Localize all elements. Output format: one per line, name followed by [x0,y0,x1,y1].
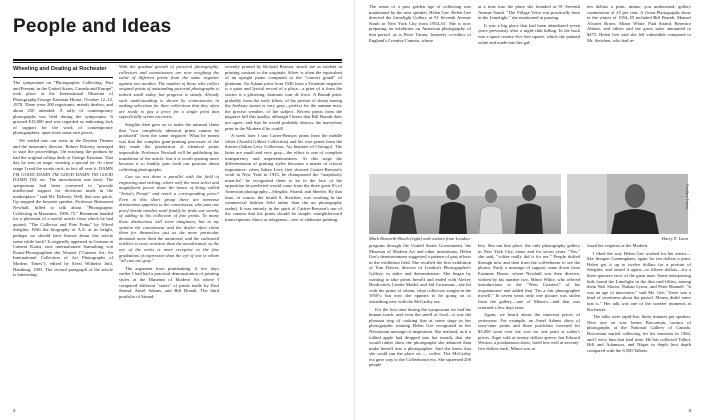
paragraph: I liked the way Helen Gee worked for her artists—like Imogen Cunningham, again for ten dollars a print. Helen got it up to twelve dollars for a portrait of Stieglitz, and raised it again—to fifteen dollars—for a three-quarters view of the great man. Some enterprising kids found the Limelight in the dim mid-fifties, among them Neil Slavin, Nathan Lyons, and Peter Bunnell. "It was an age of innocence," said Ms. Gee, "there was a kind of sweetness about the period. Money didn't enter into it." Her talk was one of the sweeter moments at Rochester. [587,250,691,312]
block-quote: With the gradual growth of pictorial photography, collectors and connoisseurs are now weighing the value of different prints from the same negative against one another. The number of those who collect original prints of outstanding pictorial photographs is indeed small today, but progress is steady. Already such understanding is shown by connoisseurs in making selections for their collections that they often are ready to pay a price for a single print that superficially seems excessive. [119,64,219,120]
section-rule [13,77,113,78]
photo-credit: Geoffrey Forrest [685,184,689,210]
paragraph: Again, we heard about the innocent prices of yesteryear. For example, an Ansel Adams show of sixty-nine prints and three portfolios invested for $3,000 went over the cost for one print at today's prices. Atget sold at twenty dollars apiece, but Edward Weston, a posthumous show, fared less well at seventy-five dollars each. Minor was at [478,312,580,351]
text-column-4 [369,4,471,170]
text-column-6 [587,4,691,170]
paragraph: lery. She ran that place, the only photography gallery in New York City, alone and for seven years. "Yes," she said, "coffee really did it for me." People drifted through now and then from the coffeehouse to see the photos. Early a message of support came down from Eastman House, where Newhall was then director, written by his number two, Minor White, who offered introductions to the "West Coasters" of his acquaintance and added that "I'm a fair photographer myself." In seven years only one picture was stolen from the gallery—one of Minor's—and that was returned a few days later. [478,243,580,310]
paragraph: The symposium on "Photographic Collecting, Past and Present, in the United States, Canada and Europe" took place at the International Museum of Photography/George Eastman House, October 12–14, 1978. There were 200 registrants, mainly dealers, and about 250 attended. A tally of contemporary photographs was held during the symposium. It grossed $15,000 and was regarded as indicating lack of support for the work of contemporary photographers, apart from some rare pieces. [13,80,113,136]
photo-caption-left: Mark Haworth-Booth (right) and visitors from London [369,236,470,241]
text-column-2 [119,64,219,405]
page-number-right: 3 [688,408,691,413]
text-column-8 [478,243,580,406]
paragraph: For the first time during the symposium we had the human touch, and even the smell of food—it was the pleasant ring of cooking that at some stage in her photographic training Helen Gee recognized as her Newtonian message of inspiration. She realized, as if a folded apple had dropped into her mouth, that she would rather show the photographs she admired than make herself into a photographer. And she knew that she could run the place on — coffee. The McCarthy era gave way to the Coffeehouse era. She squeezed 200 people [369,306,471,368]
text-column-3 [225,64,342,405]
title-rule-thick [13,59,342,61]
photo-portrait-graphic [567,174,688,234]
paragraph: The talks were rapid-fire, thirty minutes per speaker. Next one on was James Borcoman, curator of photographs at the National Gallery of Canada. Borcoman started collecting for his museum in 1964, and I envy him that lead time. He has collected Talbot, Hill and Adamson, and Nègre in depth (not depth compared with the 6,500 Talbots [587,314,691,353]
paragraph: ten dollars a print, minus, you understand, gallery commission of 25 per cent. A Great Photographs show in the winter of 1954–55 included Bill Brandt, Manuel Alvarez Bravo, Minor White, Paul Strand, Berenice Abbott, and others and the gross sales amounted to $475. Helen Gee said she felt vulnerable compared to Mr. Steichen, who had re- [587,4,691,43]
page-title: People and Ideas [13,16,172,37]
paragraph: It was a big place that had been abandoned seven years previously after a night-club killing. In the back was a space twenty-five feet square, which she painted white and made into her gal- [478,22,580,45]
block-quote: Can we not draw a parallel with the field of engraving and etching, where only the most select and magnificent pieces share the honor of being called "Artist's Proofs" and reach a corresponding price? Even in this short group there are immense distinctions apparent to the connoisseur, who puts one proof beside another until finally he finds one worthy of adding to his collection of fine prints. To many these distinctions will seem imaginary, but in my opinion the connoisseur and the dealer often claim them for themselves just as the more particular demands more than the untutored, and the cultivated intellect is more sensitive than the uncultivated, so the eye of the artist is more receptive to the fine gradations of expression than the eye of one to whom "all cats are gray." [119,174,219,264]
paragraph: fused her requests at the Modern. [587,243,649,248]
section-heading: Wheeling and Dealing at Rochester [13,66,107,72]
photo-portrait [567,174,688,234]
text-column-5 [478,4,580,170]
paragraph: Stieglitz then goes on to make the unusual claim that "two completely identical prints cannot be produced" from the same negative. What he meant was that the complex gum-printing processes of the day made the production of identical prints impossible. Professor Newhall will be publishing his translation of the article, but it is worth quoting more because it so frankly puts forth our position about collecting photographs: [119,121,219,172]
paragraph: The sense of a past golden age of collecting was maintained by the next speaker, Helen Gee. Helen Gee directed the Limelight Gallery at 91 Seventh Avenue South in New York City from 1954–61. She is now preparing an exhibition on American photography of that period, as is Peter Turner, formerly co-editor of England's Creative Camera, whose [369,4,471,43]
text-column-7 [369,243,471,406]
text-column-1 [13,80,113,405]
photo-figures-graphic [369,174,561,234]
page-number-left: 2 [13,408,16,413]
title-rule-thin [13,62,342,63]
paragraph: at a time into the place she founded at 91 Seventh Avenue South. "The Village Voice was practically born in the Limelight," she mentioned in passing. [478,4,580,21]
paragraph: program through the United States Government, the Museum of Modern Art and other institutions, Helen Gee's denouncement suggested a pattern of past efforts in the exhibition field. She recalled the first exhibition of Tom Davies, director of London's Photographer's Gallery, in ardor and determination. She began by wanting to take prints herself and ended with Alexey Brodovitch, Lisette Model, and Sid Grossman—she hit with the prints of whom, what collectors sought in the 1950's; but now she appears to be going on to something new with the McCarthy era. [369,243,471,304]
photo-visitors [369,174,561,234]
photo-caption-right: Harry F. Lunn [661,236,688,241]
paragraph: We settled into our seats in the Dryden Theater and the museum's director, Robert Doherty, emerged to start the proceedings. On reaching the podium he had the original rolltop desk of George Eastman. That day he was on stage, wearing a special tie. At close range I read the words on it, in fact all over it: DAMN I'M GOOD DAMN I'M GOOD DAMN I'M GOOD DAMN I'M, etc. The introduction was brief. The symposium had been convened to "provide intellectual support for decisions made in the marketplace," said Mr. Doherty. Well, that was quick. Up stepped the keynote speaker, Professor Beaumont Newhall, billed to talk about "Photographic Collecting in Museums, 1900–75." Beaumont handed for a photostat of a useful article from which he had quoted, "The Collector and Fine Prints" by Alfred Stieglitz. With the biography of A.S. at its height, perhaps we should have known about this article some while back? It originally appeared in German in Camera Kunst, eine internationale Sammlung von Kunst-Photographien der Neuzeit ("Camera Art, An International Collection of Art Photographs of Modern Times"), edited by Ernst Wilhelm Juhl, Hamburg, 1903. The second paragraph of the article is interesting: [13,137,113,278]
paragraph: A week later I saw Carter-Benson prints from the middle fifties (Arnold Gilbert Collection) and his own prints from the thirties (Julian Levy Collection, Art Institute of Chicago). The latter are small and very gray—the effect is one of complete transparency and unpretentiousness. At this stage the differentiation of printing styles becomes a matter of critical importance: when Julian Levy first showed Cartier-Bresson's work in New York in 1933, he championed the "snapshotly miracles" he recognized them to be in the face of the opposition he predicted would come from the three great S's of American photography—Stieglitz, Strand, and Sheeler. By that time, of course, the fourth S, Steichen, was working in the commercial fashion field rather than the art photography realm). It was entirely in the spirit of Cartier-Bresson's use of the camera that his prints should be simple, straightforward transcriptions, direct as telegrams—free of elaborate printing. [225,133,342,223]
paragraph: recently printed by Richard Benson, struck me as strident in printing contrast to the originals. Silver is often the equivalent of an upright piano compared to the "concert grand" of platinum. An Adams print from 1940 from a Yosemite negative is a quiet and lyrical record of a place—a print of it from the sixties is a glittering, dramatic tour de force. A Brandt print, probably from the early fifties, of his picture of sheep among the Avebury stones is very gray—perfect for the autumn mist, the precise weather, of the subject. Recent prints from the negative kill this quality, although I know that Bill Brandt does not agree, and that he would probably destroy the marvelous print in the Modern if he could! [225,64,342,131]
text-column-9 [587,243,691,406]
right-page [355,0,710,420]
paragraph: The argument from printmaking. A few days earlier I had had a practical demonstration of printing styles at the Museum of Modern Art where I compared different "states" of prints made by Paul Strand, Ansel Adams, and Bill Brandt. The third portfolio of Strand, [119,265,219,299]
